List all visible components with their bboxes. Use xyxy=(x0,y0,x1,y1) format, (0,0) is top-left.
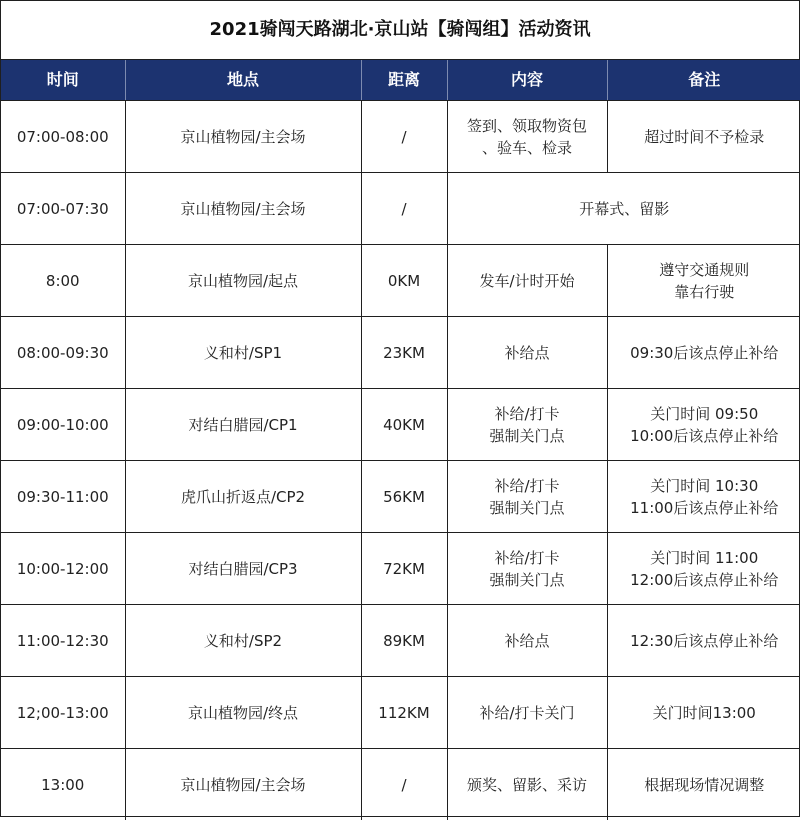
table-row xyxy=(1,389,800,461)
cell-distance: / xyxy=(361,749,447,820)
table-row xyxy=(1,101,800,173)
cell-place: 对结白腊园/CP3 xyxy=(125,533,361,605)
cell-place: 京山植物园/起点 xyxy=(125,245,361,317)
cell-note: 遵守交通规则 靠右行驶 xyxy=(607,245,800,317)
cell-content: 补给/打卡 强制关门点 xyxy=(447,533,607,605)
cell-time: 13:00 xyxy=(1,749,125,820)
table-row xyxy=(1,677,800,749)
cell-content: 颁奖、留影、采访 xyxy=(447,749,607,820)
schedule-table xyxy=(1,60,800,820)
table-row xyxy=(1,317,800,389)
cell-distance: / xyxy=(361,101,447,173)
cell-merged-content: 开幕式、留影 xyxy=(447,173,800,245)
table-body xyxy=(1,101,800,820)
cell-place: 义和村/SP2 xyxy=(125,605,361,677)
cell-content: 签到、领取物资包 、验车、检录 xyxy=(447,101,607,173)
cell-time: 11:00-12:30 xyxy=(1,605,125,677)
cell-time: 8:00 xyxy=(1,245,125,317)
cell-distance: 40KM xyxy=(361,389,447,461)
cell-distance: 23KM xyxy=(361,317,447,389)
table-row xyxy=(1,173,800,245)
cell-distance: 112KM xyxy=(361,677,447,749)
header-content: 内容 xyxy=(447,60,607,101)
cell-place: 虎爪山折返点/CP2 xyxy=(125,461,361,533)
page-title: 2021骑闯天路湖北·京山站【骑闯组】活动资讯 xyxy=(1,1,799,60)
table-row xyxy=(1,533,800,605)
cell-distance: / xyxy=(361,173,447,245)
cell-distance: 72KM xyxy=(361,533,447,605)
cell-place: 对结白腊园/CP1 xyxy=(125,389,361,461)
cell-note: 根据现场情况调整 xyxy=(607,749,800,820)
header-distance: 距离 xyxy=(361,60,447,101)
cell-place: 京山植物园/主会场 xyxy=(125,749,361,820)
cell-time: 09:00-10:00 xyxy=(1,389,125,461)
cell-place: 京山植物园/主会场 xyxy=(125,101,361,173)
cell-place: 京山植物园/主会场 xyxy=(125,173,361,245)
cell-content: 补给/打卡 强制关门点 xyxy=(447,461,607,533)
cell-note: 关门时间13:00 xyxy=(607,677,800,749)
cell-time: 09:30-11:00 xyxy=(1,461,125,533)
cell-time: 07:00-07:30 xyxy=(1,173,125,245)
cell-content: 补给/打卡 强制关门点 xyxy=(447,389,607,461)
cell-distance: 89KM xyxy=(361,605,447,677)
cell-place: 义和村/SP1 xyxy=(125,317,361,389)
table-row xyxy=(1,245,800,317)
cell-distance: 0KM xyxy=(361,245,447,317)
cell-note: 关门时间 11:00 12:00后该点停止补给 xyxy=(607,533,800,605)
table-row xyxy=(1,749,800,820)
table-header xyxy=(1,60,800,101)
cell-note: 12:30后该点停止补给 xyxy=(607,605,800,677)
cell-time: 10:00-12:00 xyxy=(1,533,125,605)
cell-time: 07:00-08:00 xyxy=(1,101,125,173)
cell-place: 京山植物园/终点 xyxy=(125,677,361,749)
cell-content: 发车/计时开始 xyxy=(447,245,607,317)
cell-distance: 56KM xyxy=(361,461,447,533)
table-row xyxy=(1,605,800,677)
cell-time: 08:00-09:30 xyxy=(1,317,125,389)
table-row xyxy=(1,461,800,533)
cell-note: 超过时间不予检录 xyxy=(607,101,800,173)
header-time: 时间 xyxy=(1,60,125,101)
cell-note: 关门时间 09:50 10:00后该点停止补给 xyxy=(607,389,800,461)
cell-content: 补给/打卡关门 xyxy=(447,677,607,749)
cell-content: 补给点 xyxy=(447,317,607,389)
header-row xyxy=(1,60,800,101)
header-place: 地点 xyxy=(125,60,361,101)
cell-time: 12;00-13:00 xyxy=(1,677,125,749)
cell-note: 09:30后该点停止补给 xyxy=(607,317,800,389)
header-note: 备注 xyxy=(607,60,800,101)
cell-note: 关门时间 10:30 11:00后该点停止补给 xyxy=(607,461,800,533)
cell-content: 补给点 xyxy=(447,605,607,677)
